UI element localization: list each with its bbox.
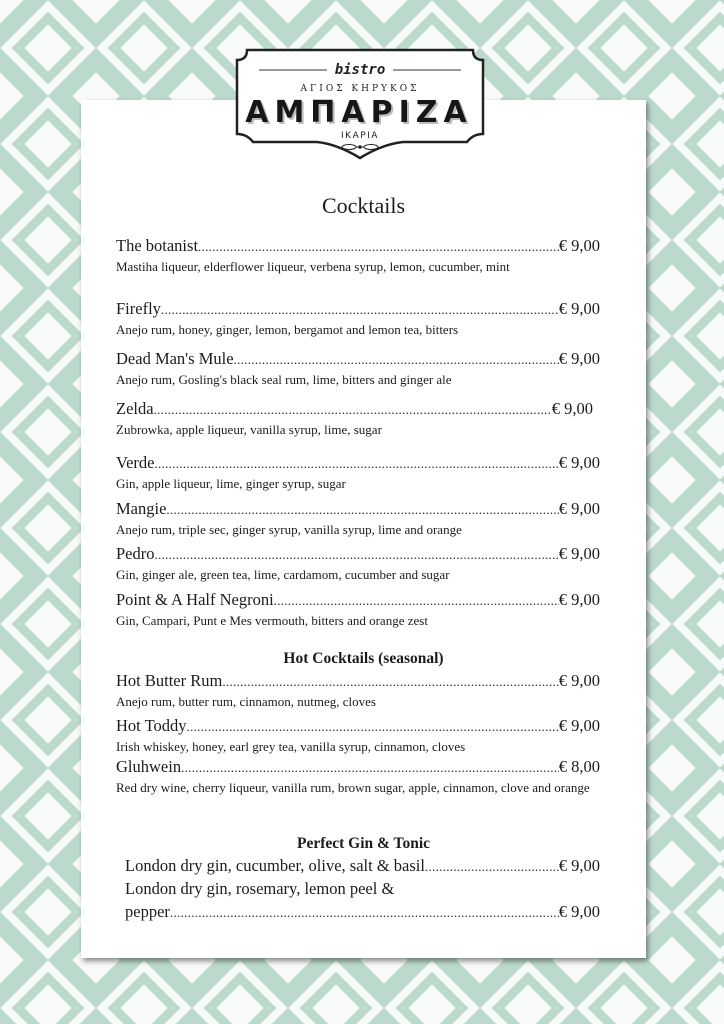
- menu-item-name: London dry gin, cucumber, olive, salt & basil: [125, 856, 425, 875]
- menu-item-description: Anejo rum, Gosling's black seal rum, lime, bitters and ginger ale: [116, 372, 452, 387]
- dot-leader: [155, 545, 559, 565]
- menu-item: [116, 716, 600, 756]
- menu-item-row: [116, 453, 600, 474]
- menu-item-name: Dead Man's Mule: [116, 349, 234, 368]
- menu-item: [125, 902, 600, 923]
- dot-leader: [154, 400, 552, 420]
- menu-item: [116, 671, 600, 711]
- dot-leader: [187, 717, 559, 737]
- menu-item-description: Gin, ginger ale, green tea, lime, cardamom, cucumber and sugar: [116, 567, 450, 582]
- menu-item-description: Mastiha liqueur, elderflower liqueur, verbena syrup, lemon, cucumber, mint: [116, 259, 510, 274]
- menu-item-name: Pedro: [116, 544, 155, 563]
- menu-item: [116, 299, 600, 339]
- menu-item-price: € 9,00: [558, 236, 600, 255]
- menu-item-row: [116, 236, 600, 257]
- menu-item-row: [116, 499, 600, 520]
- menu-item-description: Anejo rum, butter rum, cinnamon, nutmeg, cloves: [116, 694, 376, 709]
- menu-item-name: Firefly: [116, 299, 161, 318]
- menu-item-name: Point & A Half Negroni: [116, 590, 274, 609]
- menu-item-name: The botanist: [116, 236, 199, 255]
- menu-item-description: Gin, apple liqueur, lime, ginger syrup, sugar: [116, 476, 346, 491]
- menu-item: [125, 879, 600, 899]
- menu-item-price: € 9,00: [558, 902, 600, 921]
- menu-item-price: € 9,00: [558, 499, 600, 518]
- menu-item-description: Gin, Campari, Punt e Mes vermouth, bitters and orange zest: [116, 613, 428, 628]
- menu-item-description: Irish whiskey, honey, earl grey tea, vanilla syrup, cinnamon, cloves: [116, 739, 466, 754]
- menu-item-price: € 9,00: [558, 453, 600, 472]
- menu-item-row: [125, 879, 600, 899]
- menu-item-price: € 9,00: [558, 590, 600, 609]
- dot-leader: [181, 758, 559, 778]
- menu-item-name: Gluhwein: [116, 757, 182, 776]
- menu-item-row: [116, 349, 600, 370]
- menu-item-description: Anejo rum, honey, ginger, lemon, bergamot and lemon tea, bitters: [116, 322, 459, 337]
- menu-item-row: [125, 902, 600, 923]
- menu-item-name: Hot Toddy: [116, 716, 187, 735]
- menu-item-row: [125, 856, 600, 877]
- menu-item: [116, 453, 600, 493]
- menu-item-name: Mangie: [116, 499, 167, 518]
- menu-item-description: Anejo rum, triple sec, ginger syrup, vanilla syrup, lime and orange: [116, 522, 462, 537]
- dot-leader: [166, 500, 558, 520]
- menu-item-name: pepper: [125, 902, 170, 921]
- menu-item-price: € 9,00: [558, 671, 600, 690]
- menu-item: [116, 349, 600, 389]
- menu-item-row: [116, 590, 600, 611]
- dot-leader: [170, 903, 559, 923]
- menu-item-price: € 9,00: [558, 544, 600, 563]
- menu-item-price: € 9,00: [558, 299, 600, 318]
- dot-leader: [234, 350, 559, 370]
- section-heading-hot-cocktails: Hot Cocktails (seasonal): [283, 650, 444, 667]
- dot-leader: [154, 454, 558, 474]
- logo-bistro-text: bistro: [334, 62, 386, 78]
- section-title-cocktails: Cocktails: [321, 193, 406, 218]
- menu-item-name: Hot Butter Rum: [116, 671, 223, 690]
- logo-place: ΙΚΑΡΙΑ: [341, 131, 379, 141]
- menu-item-description: Zubrowka, apple liqueur, vanilla syrup, lime, sugar: [116, 422, 382, 437]
- menu-item: [116, 757, 600, 797]
- menu-item-row: [116, 544, 600, 565]
- menu-item-description: Red dry wine, cherry liqueur, vanilla rum, brown sugar, apple, cinnamon, clove and orange: [116, 780, 590, 795]
- menu-item-name: London dry gin, rosemary, lemon peel &: [125, 879, 395, 898]
- menu-item: [125, 856, 600, 877]
- section-heading-gin-tonic: Perfect Gin & Tonic: [296, 835, 431, 852]
- menu-item-price: € 9,00: [558, 856, 600, 875]
- menu-item-name: Verde: [116, 453, 155, 472]
- menu-item-price: € 9,00: [558, 349, 600, 368]
- menu-item: [116, 399, 593, 439]
- menu-item-price: € 8,00: [558, 757, 600, 776]
- menu-item-row: [116, 399, 593, 420]
- dot-leader: [161, 300, 559, 320]
- menu-item: [116, 499, 600, 539]
- menu-item-row: [116, 757, 600, 778]
- bistro-logo: [233, 46, 487, 160]
- dot-leader: [198, 237, 559, 257]
- dot-leader: [222, 672, 558, 692]
- menu-item: [116, 590, 600, 630]
- menu-item-row: [116, 716, 600, 737]
- dot-leader: [274, 591, 559, 611]
- menu-item-name: Zelda: [116, 399, 154, 418]
- menu-item-price: € 9,00: [551, 399, 593, 418]
- logo-name: ΑΜΠΑΡΙΖΑ: [245, 95, 473, 130]
- logo-subtitle: ΑΓΙΟΣ ΚΗΡΥΚΟΣ: [300, 84, 420, 94]
- menu-item-price: € 9,00: [558, 716, 600, 735]
- menu-item: [116, 236, 600, 276]
- menu-item-row: [116, 299, 600, 320]
- dot-leader: [425, 857, 559, 877]
- menu-item-row: [116, 671, 600, 692]
- menu-item: [116, 544, 600, 584]
